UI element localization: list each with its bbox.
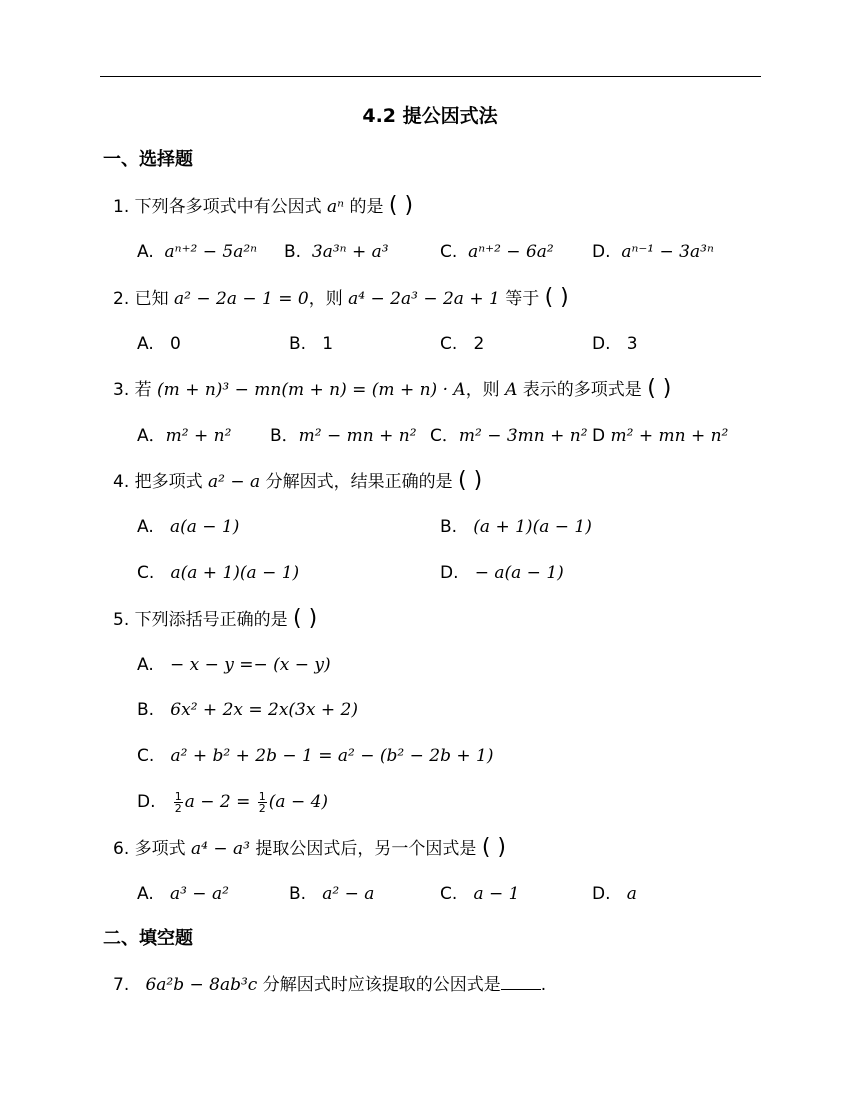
- option-6c[interactable]: C. a − 1: [440, 884, 520, 904]
- question-stem: 的是: [349, 197, 384, 217]
- math-expression: A: [505, 380, 518, 400]
- option-6a[interactable]: A. a³ − a²: [137, 884, 229, 904]
- answer-parentheses: ( ): [647, 376, 672, 401]
- question-3: [113, 377, 671, 402]
- question-number: 1.: [113, 197, 130, 217]
- question-stem: 分解因式时应该提取的公因式是: [262, 975, 501, 995]
- option-3d[interactable]: D m² + mn + n²: [592, 426, 729, 446]
- option-1c[interactable]: C. aⁿ⁺² − 6a²: [440, 242, 554, 262]
- option-5c[interactable]: C. a² + b² + 2b − 1 = a² − (b² − 2b + 1): [137, 746, 494, 766]
- fraction: $\frac{1}{2}$: [258, 789, 266, 815]
- option-4a[interactable]: A. a(a − 1): [137, 517, 240, 537]
- question-stem: 若: [134, 380, 152, 400]
- question-number: 5.: [113, 610, 130, 630]
- option-4d[interactable]: D. − a(a − 1): [440, 563, 564, 583]
- option-3c[interactable]: C．m² − 3mn + n²: [430, 426, 588, 446]
- fraction: $\frac{1}{2}$: [174, 789, 182, 815]
- section-heading-fill: 二、填空题: [103, 928, 193, 949]
- answer-parentheses: ( ): [481, 835, 506, 860]
- answer-parentheses: ( ): [458, 468, 483, 493]
- math-expression: aⁿ: [327, 197, 345, 217]
- option-4c[interactable]: C. a(a + 1)(a − 1): [137, 563, 300, 583]
- option-6d[interactable]: D. a: [592, 884, 637, 904]
- option-2c[interactable]: C. 2: [440, 334, 485, 354]
- option-3b[interactable]: B．m² − mn + n²: [270, 426, 417, 446]
- question-stem: ，则: [308, 289, 343, 309]
- question-1: [113, 194, 413, 219]
- question-stem: 下列添括号正确的是: [134, 610, 288, 630]
- option-1b[interactable]: B. 3a³ⁿ + a³: [284, 242, 389, 262]
- math-expression: a⁴ − a³: [191, 839, 250, 859]
- question-stem: 提取公因式后，另一个因式是: [255, 839, 477, 859]
- question-number: 4.: [113, 472, 130, 492]
- option-1d[interactable]: D. aⁿ⁻¹ − 3a³ⁿ: [592, 242, 714, 262]
- option-1a[interactable]: A. aⁿ⁺² − 5a²ⁿ: [137, 242, 258, 262]
- section-heading-choice: 一、选择题: [103, 149, 193, 170]
- question-stem: 表示的多项式是: [522, 380, 642, 400]
- question-2: [113, 286, 569, 311]
- question-7: 7. 6a²b − 8ab³c 分解因式时应该提取的公因式是 .: [113, 975, 547, 995]
- answer-parentheses: ( ): [388, 193, 414, 218]
- option-2a[interactable]: A. 0: [137, 334, 181, 354]
- option-5b[interactable]: B. 6x² + 2x = 2x(3x + 2): [137, 700, 358, 720]
- question-number: 6.: [113, 839, 130, 859]
- answer-blank[interactable]: [501, 973, 541, 990]
- question-number: 2.: [113, 289, 130, 309]
- question-stem: 已知: [134, 289, 169, 309]
- option-5a[interactable]: A. − x − y =− (x − y): [137, 655, 331, 675]
- option-2d[interactable]: D. 3: [592, 334, 638, 354]
- question-4: [113, 469, 482, 494]
- question-stem: 等于: [505, 289, 540, 309]
- math-expression: (m + n)³ − mn(m + n) = (m + n) · A: [157, 380, 466, 400]
- header-rule: [100, 76, 761, 77]
- question-stem: 多项式: [134, 839, 186, 859]
- question-stem: 下列各多项式中有公因式: [134, 197, 322, 217]
- question-6: [113, 836, 506, 861]
- question-5: [113, 607, 317, 632]
- option-2b[interactable]: B. 1: [289, 334, 334, 354]
- math-expression: a² − a: [208, 472, 261, 492]
- option-4b[interactable]: B. (a + 1)(a − 1): [440, 517, 592, 537]
- math-expression: 6a²b − 8ab³c: [145, 975, 258, 995]
- answer-parentheses: ( ): [544, 285, 569, 310]
- option-3a[interactable]: A．m² + n²: [137, 426, 232, 446]
- question-number: 3.: [113, 380, 130, 400]
- answer-parentheses: ( ): [293, 606, 318, 631]
- option-5d[interactable]: D. $\frac{1}{2}$ a − 2 = $\frac{1}{2}$ (a − 4): [137, 789, 329, 815]
- page-title: 4.2 提公因式法: [362, 105, 498, 127]
- math-expression: a⁴ − 2a³ − 2a + 1: [348, 289, 500, 309]
- question-stem: 把多项式: [134, 472, 203, 492]
- question-stem: 分解因式，结果正确的是: [265, 472, 453, 492]
- question-number: 7.: [113, 975, 130, 995]
- question-stem: ，则: [465, 380, 500, 400]
- option-6b[interactable]: B. a² − a: [289, 884, 375, 904]
- math-expression: a² − 2a − 1 = 0: [174, 289, 309, 309]
